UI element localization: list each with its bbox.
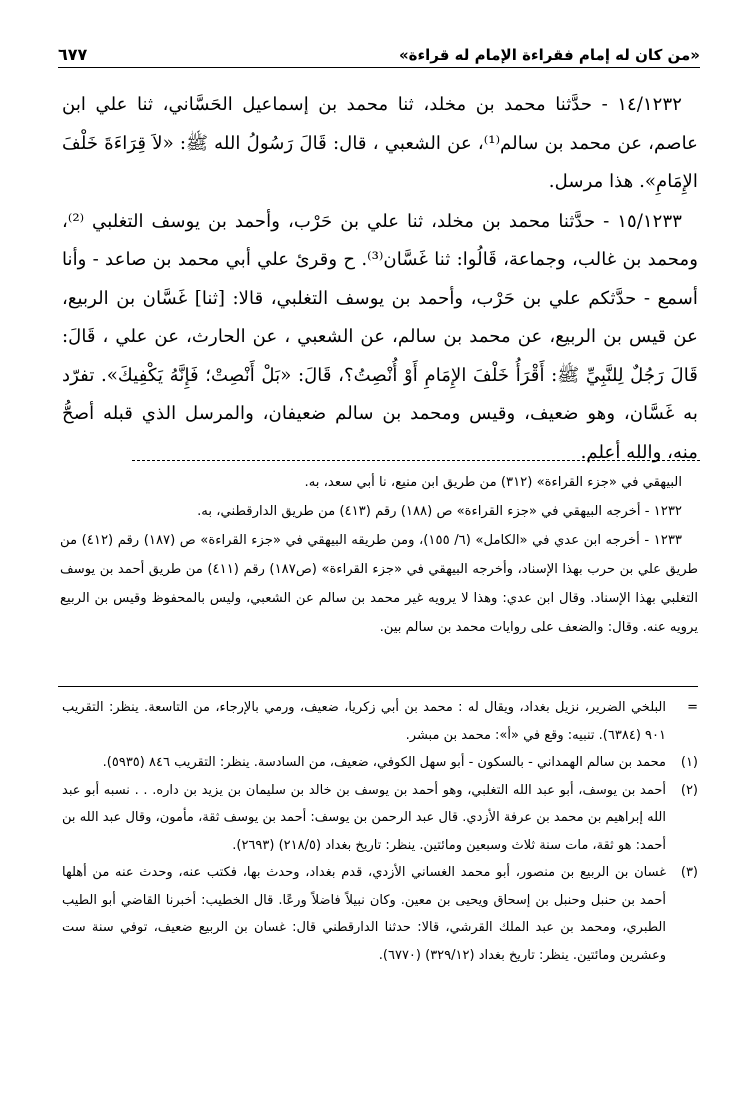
takhrij-continuation: البيهقي في «جزء القراءة» (٣١٢) من طريق ابن منيع، نا أبي سعد، به. [304, 475, 682, 490]
page-header [58, 36, 700, 68]
footnote-3 [62, 859, 698, 969]
footnote-text: أحمد بن يوسف، أبو عبد الله التغلبي، وهو أحمد بن يوسف بن خالد بن سليمان بن يزيد بن داره. . . نسبه أبو عبد الله إبراهيم بن محمد بن عرفة الأزدي. قال عبد الرحمن بن يوسف: أحمد بن يوسف ثقة، مأمون، وقال عبد الله بن أحمد: هو ثقة، مات سنة ثلاث وسبعين ومائتين. ينظر: تاريخ بغداد (٢١٨/٥) (٢٦٩٣). [62, 782, 666, 853]
running-head: «من كان له إمام فقراءة الإمام له قراءة» [398, 46, 700, 64]
main-text [62, 86, 698, 472]
takhrij-1232: ١٢٣٢ - أخرجه البيهقي في «جزء القراءة» ص (١٨٨) رقم (٤١٣) من طريق الدارقطني، به. [197, 504, 682, 519]
takhrij-notes [60, 468, 698, 642]
footnote-text: غسان بن الربيع بن منصور، أبو محمد الغساني الأزدي، قدم بغداد، وحدث بها، فكتب عنه، وحدث عنه من أهلها أحمد بن حنبل وحنبل بن إسحاق ويحيى بن معين. وكان نبيلاً فاضلاً ورعًا. قال الخطيب: أخبرنا القاضي أبو الطيب الطبري، ومحمد بن عبد الملك القرشي، قالا: حدثنا الدارقطني قال: غسان بن الربيع ضعيف، توفي سنة ست وعشرين ومائتين. ينظر: تاريخ بغداد (٣٢٩/١٢) (٦٧٧٠). [62, 865, 666, 963]
hadith-1233: ١٥/١٢٣٣ - حدَّثنا محمد بن مخلد، ثنا علي بن حَرْب، وأحمد بن يوسف التغلبي ⁽²⁾، ومحمد بن غالب، وجماعة، قَالُوا: ثنا غَسَّان⁽³⁾. ح وقرئ علي أبي محمد بن صاعد - وأنا أسمع - حدَّثكم علي بن حَرْب، وأحمد بن يوسف التغلبي، قالا: [ثنا] غَسَّان بن الربيع، عن قيس بن الربيع، عن محمد بن سالم، عن الشعبي ، عن الحارث، عن علي ، قَالَ: قَالَ رَجُلٌ لِلنَّبِيِّ ﷺ: أَقْرَأُ خَلْفَ الإِمَامِ أَوْ أُنْصِتُ؟، قَالَ: «بَلْ أَنْصِتْ؛ فَإِنَّهُ يَكْفِيكَ». تفرّد به غَسَّان، وهو ضعيف، وقيس ومحمد بن سالم ضعيفان، والمرسل الذي قبله أصحُّ منه، والله أعلم. [62, 210, 698, 463]
footnote-mark: (٣) [680, 865, 698, 880]
footnotes [62, 694, 698, 969]
footnote-1 [62, 749, 698, 777]
footnote-text: البلخي الضرير، نزيل بغداد، ويقال له : محمد بن أبي زكريا، ضعيف، ورمي بالإرجاء، من التاسعة. ينظر: التقريب ٩٠١ (٦٣٨٤). تنبيه: وقع في «أ»: محمد بن مبشر. [62, 700, 666, 743]
takhrij-1233: ١٢٣٣ - أخرجه ابن عدي في «الكامل» (٦/ ١٥٥)، ومن طريقه البيهقي في «جزء القراءة» ص (١٨٧) رقم (٤١٢) من طريق علي بن حرب بهذا الإسناد، وأخرجه البيهقي في «جزء القراءة» (ص١٨٧) رقم (٤١١) من طريق أحمد بن يوسف التغلبي بهذا الإسناد. وقال ابن عدي: وهذا لا يرويه غير محمد بن سالم عن الشعبي، وليس بالمحفوظ وقيس بن الربيع يرويه عنه. وقال: والضعف على روايات محمد بن سالم بين. [60, 533, 699, 635]
footnote-separator [58, 686, 698, 687]
footnote-mark: = [687, 700, 698, 715]
footnote-continuation [62, 694, 698, 749]
hadith-1232: ١٤/١٢٣٢ - حدَّثنا محمد بن مخلد، ثنا محمد بن إسماعيل الحَسَّاني، ثنا علي ابن عاصم، عن محمد بن سالم⁽¹⁾، عن الشعبي ، قال: قَالَ رَسُولُ الله ﷺ: «لاَ قِرَاءَةَ خَلْفَ الإِمَامِ». هذا مرسل. [62, 94, 698, 192]
footnote-2 [62, 777, 698, 860]
footnote-mark: (١) [680, 755, 698, 770]
footnote-text: محمد بن سالم الهمداني - بالسكون - أبو سهل الكوفي، ضعيف، من السادسة. ينظر: التقريب ٨٤٦ (٥٩٣٥). [102, 755, 666, 770]
dashed-separator [132, 460, 700, 461]
page-number: ٦٧٧ [58, 45, 88, 64]
footnote-mark: (٢) [680, 782, 698, 798]
